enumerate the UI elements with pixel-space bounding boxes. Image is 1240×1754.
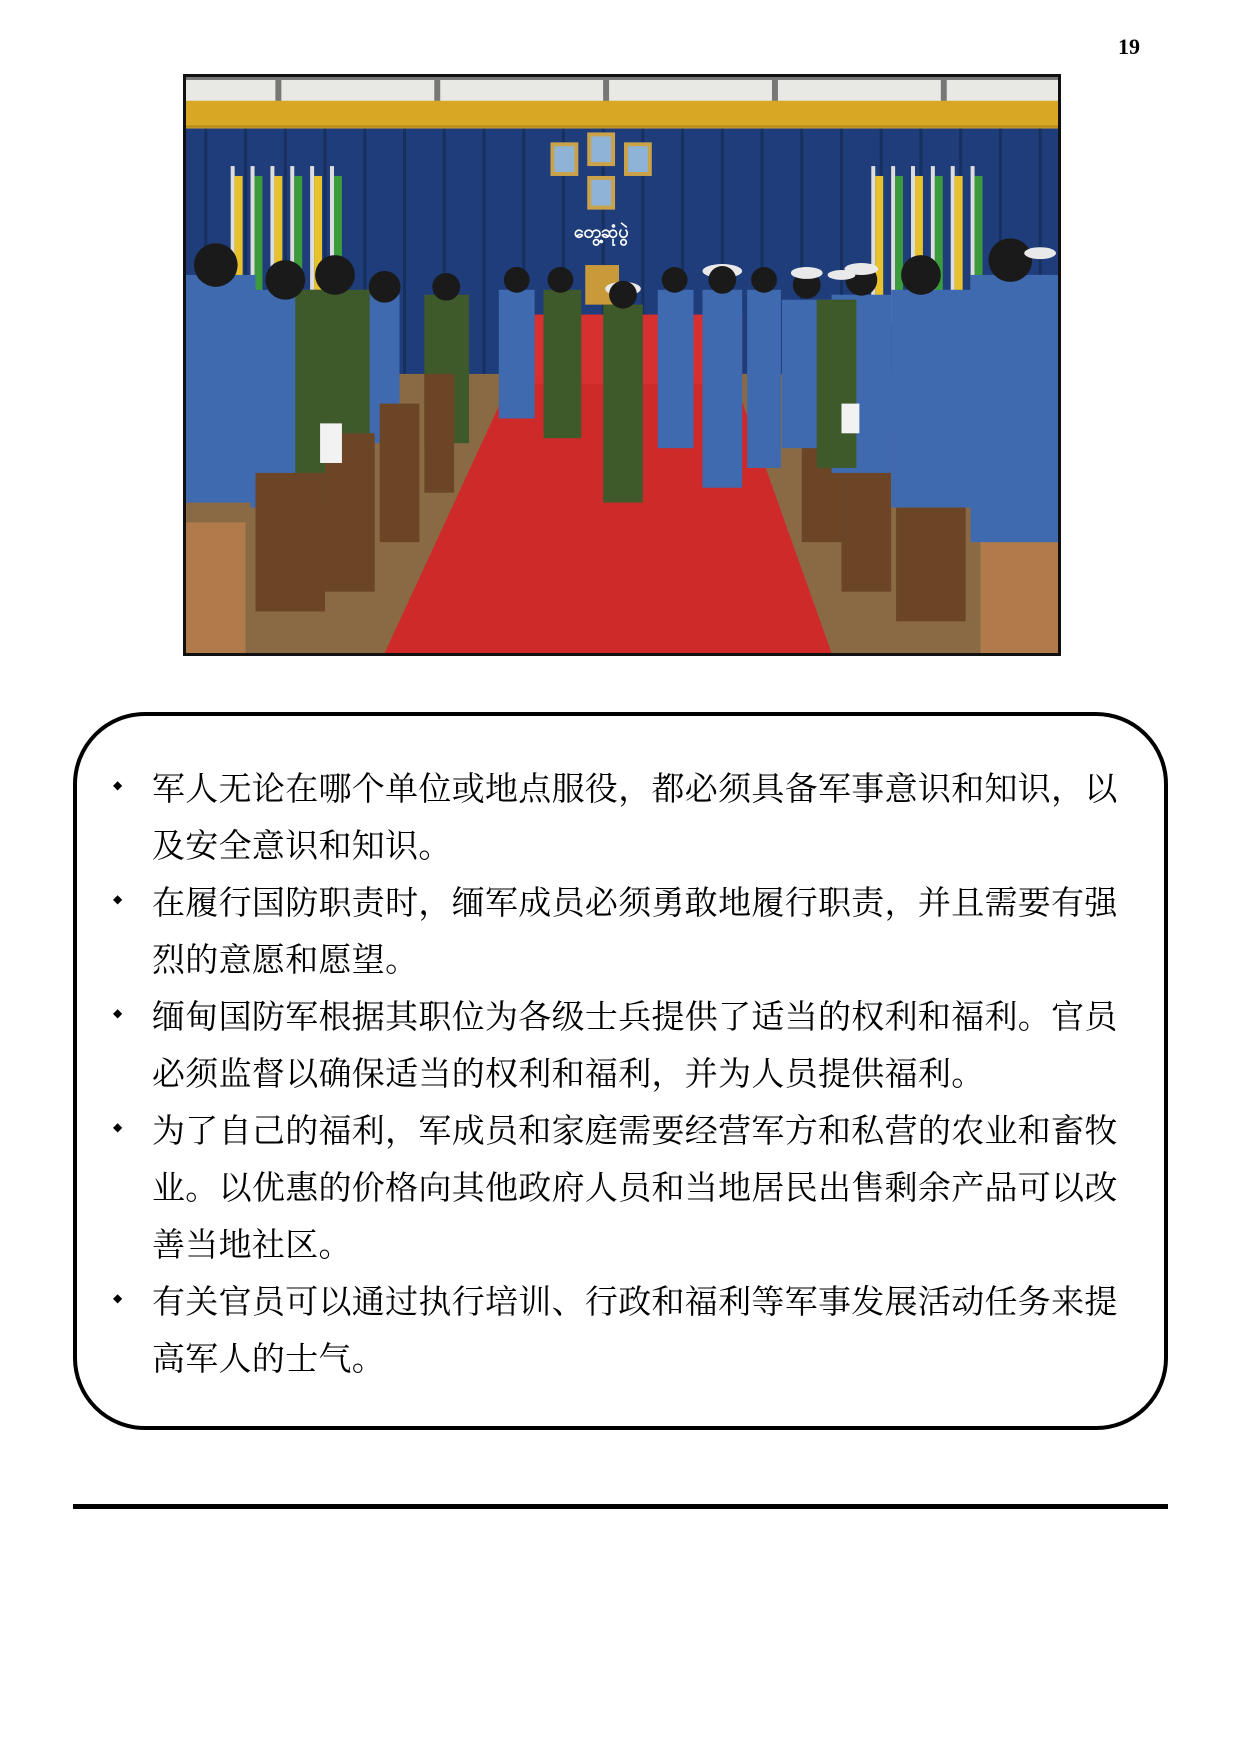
list-item <box>107 988 1143 1102</box>
bullet-list <box>107 760 1143 1387</box>
bullet-text: 军人无论在哪个单位或地点服役，都必须具备军事意识和知识，以及安全意识和知识。 <box>152 769 1118 865</box>
bullet-text: 在履行国防职责时，缅军成员必须勇敢地履行职责，并且需要有强烈的意愿和愿望。 <box>152 883 1118 979</box>
diamond-bullet-icon: ◆ <box>113 892 123 906</box>
info-box <box>73 712 1168 1430</box>
list-item <box>107 1273 1143 1387</box>
photo-illustration <box>186 77 1058 653</box>
list-item <box>107 874 1143 988</box>
banner-text: တွေ့ဆုံပွဲ <box>573 221 629 243</box>
diamond-bullet-icon: ◆ <box>113 778 123 792</box>
bullet-text: 缅甸国防军根据其职位为各级士兵提供了适当的权利和福利。官员必须监督以确保适当的权利和福利，并为人员提供福利。 <box>152 997 1118 1093</box>
list-item <box>107 1102 1143 1273</box>
diamond-bullet-icon: ◆ <box>113 1120 123 1134</box>
bullet-text: 有关官员可以通过执行培训、行政和福利等军事发展活动任务来提高军人的士气。 <box>152 1282 1118 1378</box>
diamond-bullet-icon: ◆ <box>113 1006 123 1020</box>
list-item <box>107 760 1143 874</box>
page-number: 19 <box>1118 34 1140 59</box>
footer-divider <box>73 1504 1168 1509</box>
diamond-bullet-icon: ◆ <box>113 1291 123 1305</box>
meeting-hall-photo <box>183 74 1061 656</box>
bullet-text: 为了自己的福利，军成员和家庭需要经营军方和私营的农业和畜牧业。以优惠的价格向其他政府人员和当地居民出售剩余产品可以改善当地社区。 <box>152 1111 1118 1264</box>
